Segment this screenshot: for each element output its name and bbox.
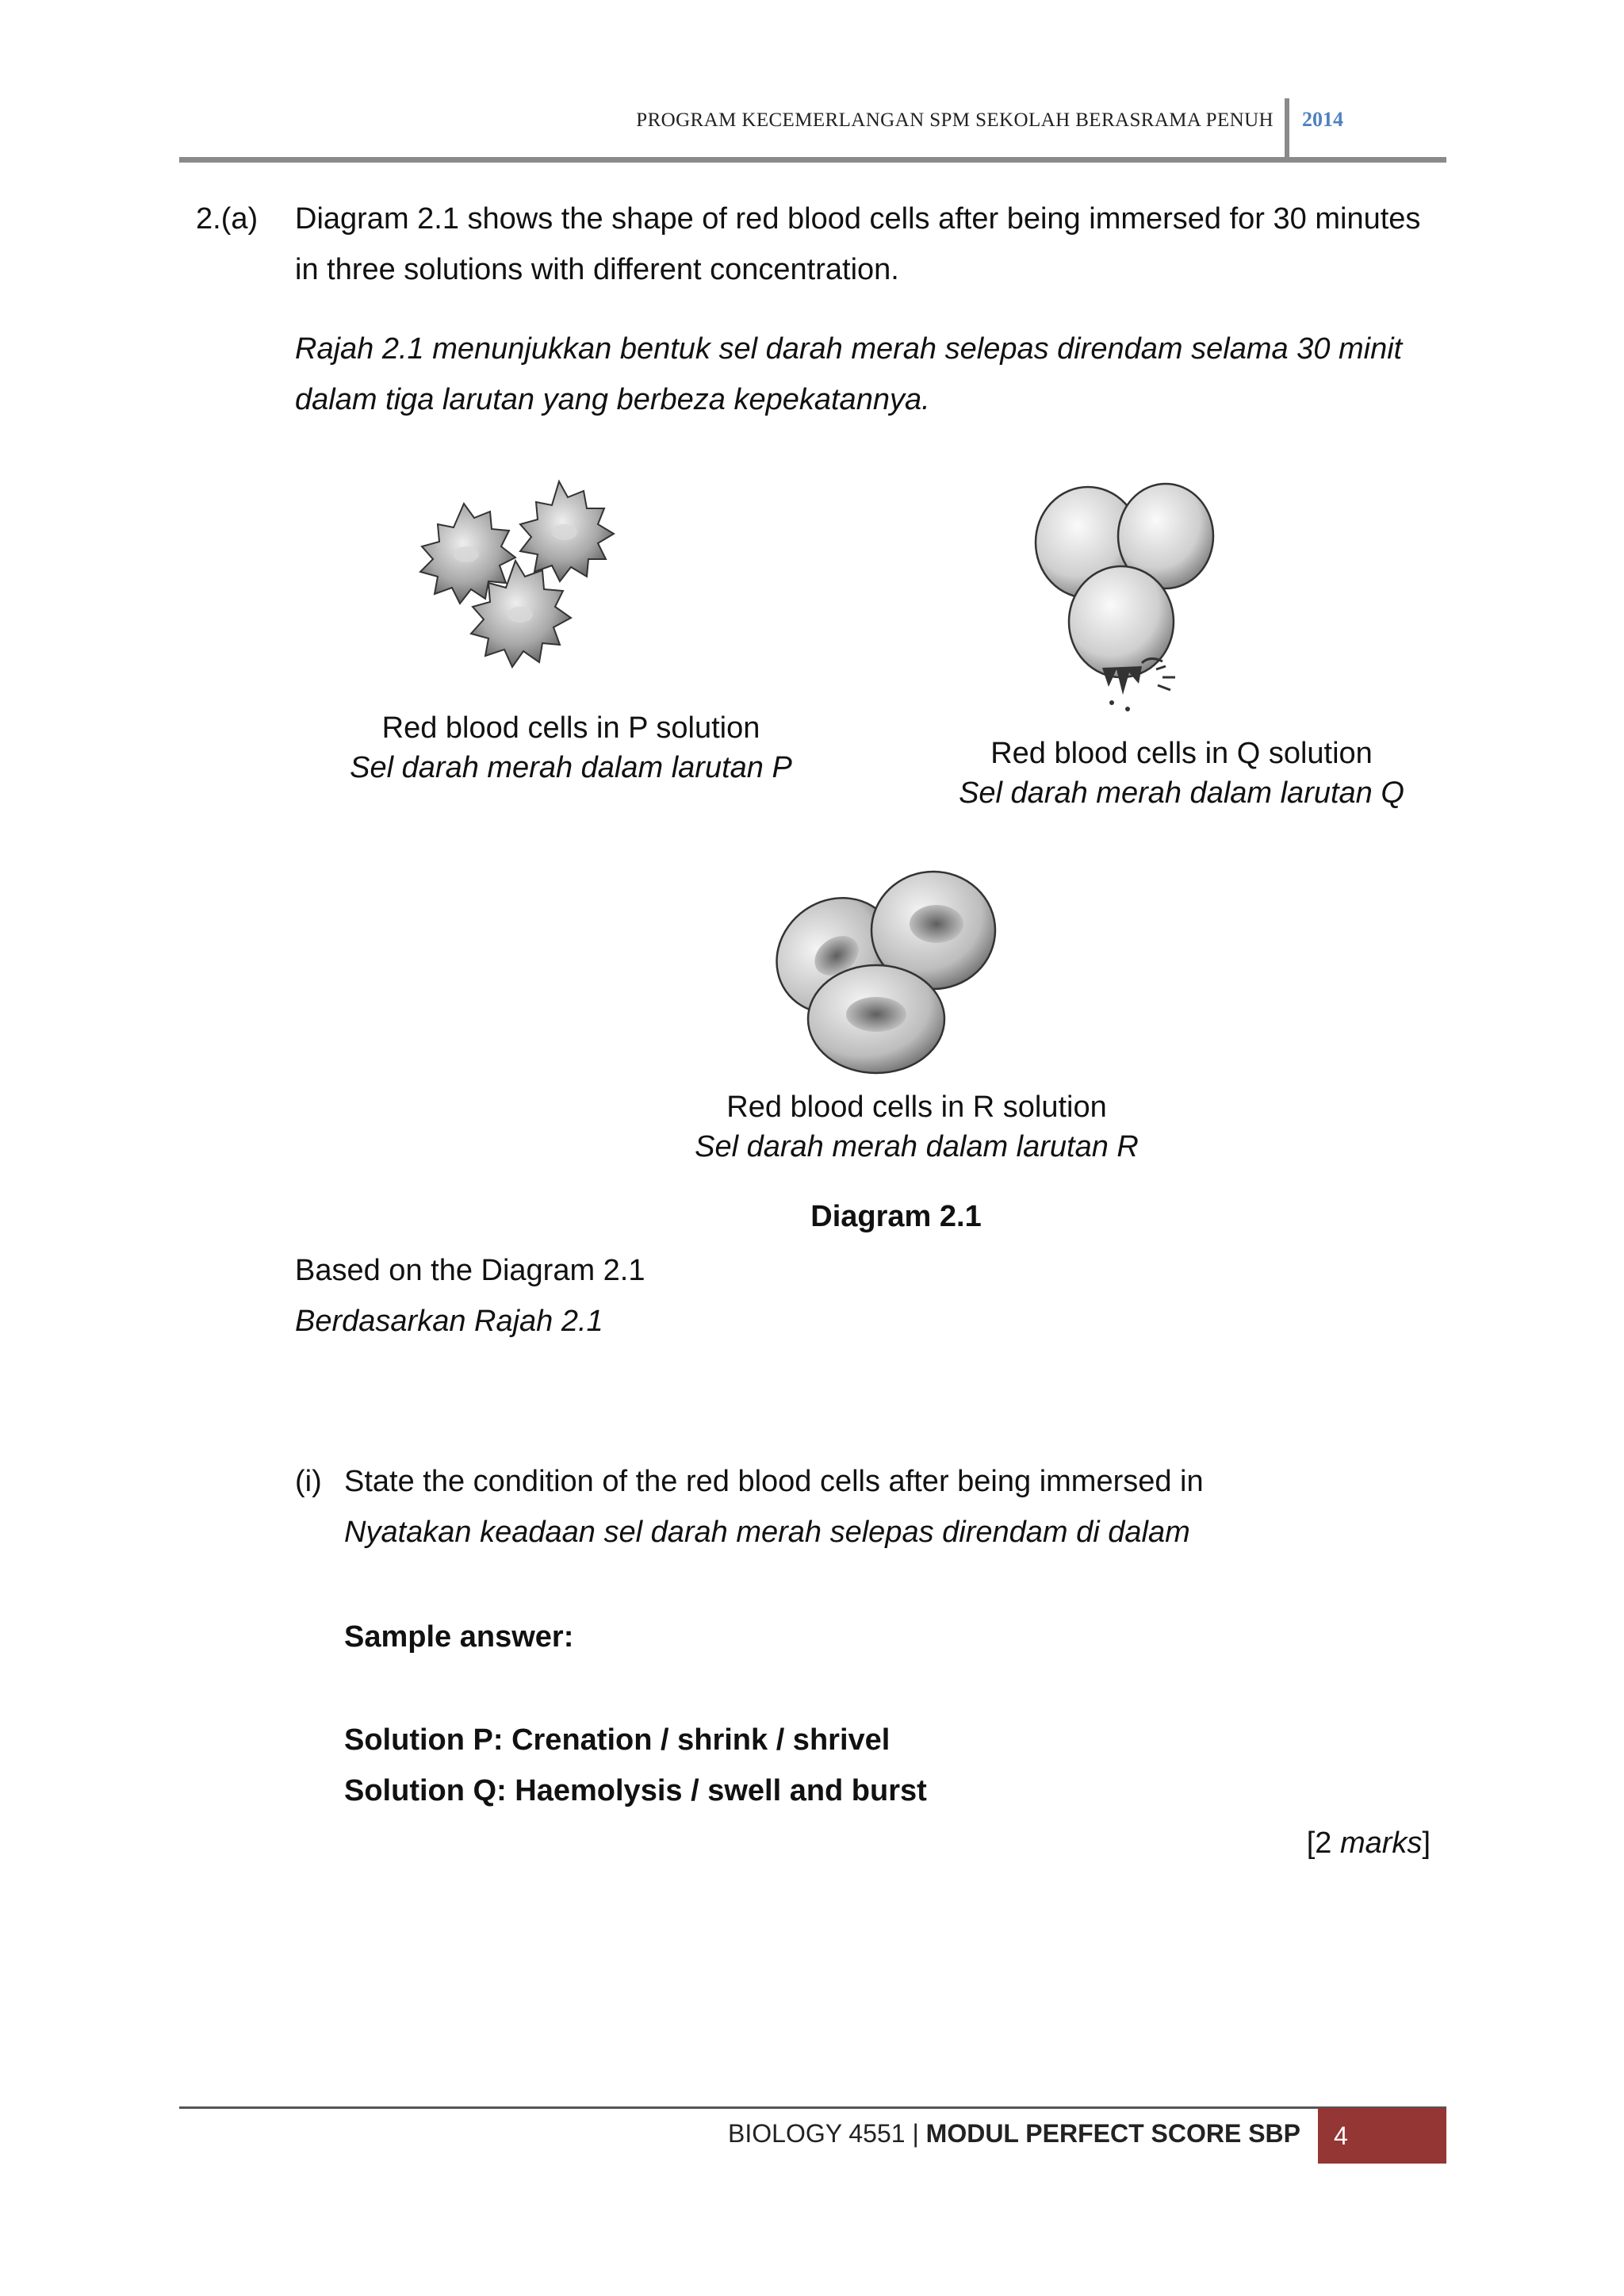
- biconcave-cell: [808, 965, 944, 1073]
- intro-en-line-1: Diagram 2.1 shows the shape of red blood cells after being immersed for 30 minutes: [295, 202, 1421, 236]
- intro-ms-line-2: dalam tiga larutan yang berbeza kepekatannya.: [295, 383, 930, 416]
- header-program: PROGRAM KECEMERLANGAN SPM SEKOLAH BERASRAMA PENUH: [636, 109, 1274, 131]
- crenated-cells-illustration: [389, 472, 650, 678]
- sub-i-en: State the condition of the red blood cells after being immersed in: [344, 1465, 1204, 1498]
- footer-page-number: 4: [1318, 2108, 1446, 2164]
- sample-answer-label: Sample answer:: [344, 1620, 574, 1654]
- p-caption-en: Red blood cells in P solution: [381, 711, 760, 745]
- header-year: 2014: [1302, 108, 1343, 131]
- normal-cells-illustration: [765, 861, 1011, 1083]
- sub-i-label: (i): [295, 1465, 322, 1498]
- answer-solution-q: Solution Q: Haemolysis / swell and burst: [344, 1774, 927, 1807]
- intro-en-line-2: in three solutions with different concentration.: [295, 253, 899, 286]
- sub-i-ms: Nyatakan keadaan sel darah merah selepas direndam di dalam: [344, 1516, 1190, 1549]
- diagram-title: Diagram 2.1: [810, 1200, 982, 1233]
- header-divider: [1285, 98, 1289, 160]
- answer-solution-p: Solution P: Crenation / shrink / shrivel: [344, 1723, 891, 1757]
- r-caption-en: Red blood cells in R solution: [726, 1091, 1107, 1124]
- footer-rule: [179, 2106, 1446, 2109]
- marks-label: [2 marks]: [1306, 1826, 1431, 1860]
- intro-ms-line-1: Rajah 2.1 menunjukkan bentuk sel darah merah selepas direndam selama 30 minit: [295, 332, 1403, 366]
- r-caption-ms: Sel darah merah dalam larutan R: [695, 1130, 1139, 1163]
- q-caption-en: Red blood cells in Q solution: [990, 737, 1373, 770]
- header-rule: [179, 157, 1446, 163]
- q-caption-ms: Sel darah merah dalam larutan Q: [959, 776, 1404, 810]
- footer-title: BIOLOGY 4551 | MODUL PERFECT SCORE SBP: [728, 2119, 1300, 2148]
- p-caption-ms: Sel darah merah dalam larutan P: [350, 751, 792, 784]
- haemolysed-cells-illustration: [1023, 479, 1221, 717]
- based-on-en: Based on the Diagram 2.1: [295, 1254, 645, 1287]
- based-on-ms: Berdasarkan Rajah 2.1: [295, 1305, 603, 1338]
- question-number: 2.(a): [196, 202, 259, 236]
